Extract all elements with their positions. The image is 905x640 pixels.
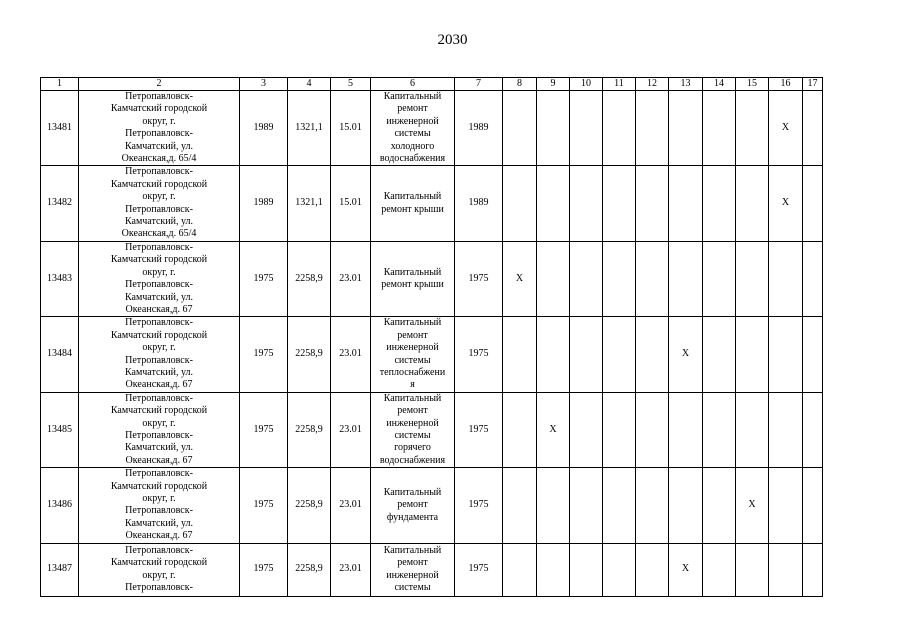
mark-cell	[636, 166, 669, 241]
column-header: 12	[636, 78, 669, 91]
mark-cell	[537, 468, 570, 543]
mark-cell	[769, 543, 803, 596]
mark-cell	[736, 166, 769, 241]
table-row	[41, 166, 823, 241]
area-cell: 2258,9	[288, 317, 331, 392]
mark-cell	[503, 91, 537, 166]
table-row	[41, 543, 823, 596]
year-built-cell: 1975	[240, 241, 288, 316]
mark-cell	[803, 166, 823, 241]
mark-cell	[769, 392, 803, 467]
mark-cell	[503, 543, 537, 596]
mark-cell	[669, 392, 703, 467]
record-id-cell: 13484	[41, 317, 79, 392]
year-cell: 1975	[455, 392, 503, 467]
mark-cell: X	[769, 166, 803, 241]
code-cell: 15.01	[331, 91, 371, 166]
mark-cell	[603, 166, 636, 241]
year-cell: 1975	[455, 317, 503, 392]
table-row	[41, 91, 823, 166]
area-cell: 2258,9	[288, 468, 331, 543]
mark-cell	[703, 317, 736, 392]
code-cell: 23.01	[331, 468, 371, 543]
mark-cell	[603, 392, 636, 467]
code-cell: 23.01	[331, 317, 371, 392]
repair-register-table	[40, 77, 823, 597]
mark-cell	[570, 241, 603, 316]
column-header: 10	[570, 78, 603, 91]
work-type-cell: Капитальный ремонт инженерной системы теплоснабжени я	[371, 317, 455, 392]
year-built-cell: 1975	[240, 392, 288, 467]
address-cell: Петропавловск- Камчатский городской округ, г. Петропавловск- Камчатский, ул. Океанская,д. 67	[79, 468, 240, 543]
column-header: 1	[41, 78, 79, 91]
mark-cell	[703, 241, 736, 316]
mark-cell	[636, 91, 669, 166]
mark-cell	[803, 241, 823, 316]
table-body	[41, 78, 823, 597]
mark-cell	[537, 317, 570, 392]
column-header: 3	[240, 78, 288, 91]
year-cell: 1975	[455, 468, 503, 543]
record-id-cell: 13486	[41, 468, 79, 543]
work-type-cell: Капитальный ремонт инженерной системы	[371, 543, 455, 596]
mark-cell	[570, 468, 603, 543]
mark-cell	[503, 166, 537, 241]
mark-cell	[703, 468, 736, 543]
table-row	[41, 392, 823, 467]
mark-cell	[537, 543, 570, 596]
work-type-cell: Капитальный ремонт фундамента	[371, 468, 455, 543]
year-built-cell: 1989	[240, 91, 288, 166]
mark-cell	[803, 91, 823, 166]
mark-cell	[636, 392, 669, 467]
mark-cell	[703, 392, 736, 467]
year-cell: 1975	[455, 241, 503, 316]
mark-cell	[669, 241, 703, 316]
area-cell: 1321,1	[288, 166, 331, 241]
column-number-header-row	[41, 78, 823, 91]
year-built-cell: 1975	[240, 468, 288, 543]
area-cell: 2258,9	[288, 392, 331, 467]
mark-cell	[803, 317, 823, 392]
mark-cell	[570, 543, 603, 596]
mark-cell	[669, 468, 703, 543]
mark-cell	[537, 166, 570, 241]
mark-cell	[736, 241, 769, 316]
mark-cell	[570, 166, 603, 241]
code-cell: 15.01	[331, 166, 371, 241]
record-id-cell: 13482	[41, 166, 79, 241]
work-type-cell: Капитальный ремонт инженерной системы холодного водоснабжения	[371, 91, 455, 166]
mark-cell: X	[537, 392, 570, 467]
mark-cell	[603, 543, 636, 596]
column-header: 7	[455, 78, 503, 91]
mark-cell	[803, 392, 823, 467]
year-built-cell: 1989	[240, 166, 288, 241]
record-id-cell: 13485	[41, 392, 79, 467]
mark-cell	[570, 91, 603, 166]
column-header: 8	[503, 78, 537, 91]
mark-cell	[603, 468, 636, 543]
mark-cell	[636, 468, 669, 543]
mark-cell	[736, 392, 769, 467]
record-id-cell: 13487	[41, 543, 79, 596]
column-header: 2	[79, 78, 240, 91]
mark-cell: X	[769, 91, 803, 166]
mark-cell	[769, 468, 803, 543]
column-header: 9	[537, 78, 570, 91]
work-type-cell: Капитальный ремонт крыши	[371, 166, 455, 241]
year-cell: 1989	[455, 91, 503, 166]
mark-cell	[603, 91, 636, 166]
work-type-cell: Капитальный ремонт крыши	[371, 241, 455, 316]
area-cell: 1321,1	[288, 91, 331, 166]
mark-cell: X	[669, 317, 703, 392]
column-header: 14	[703, 78, 736, 91]
table-row	[41, 468, 823, 543]
mark-cell	[736, 317, 769, 392]
address-cell: Петропавловск- Камчатский городской округ, г. Петропавловск- Камчатский, ул. Океанская,д. 67	[79, 317, 240, 392]
mark-cell	[570, 317, 603, 392]
code-cell: 23.01	[331, 392, 371, 467]
column-header: 15	[736, 78, 769, 91]
mark-cell	[636, 543, 669, 596]
mark-cell	[503, 392, 537, 467]
column-header: 4	[288, 78, 331, 91]
mark-cell	[669, 91, 703, 166]
record-id-cell: 13483	[41, 241, 79, 316]
column-header: 11	[603, 78, 636, 91]
mark-cell	[570, 392, 603, 467]
mark-cell	[537, 241, 570, 316]
page-number: 2030	[437, 32, 468, 48]
area-cell: 2258,9	[288, 543, 331, 596]
year-built-cell: 1975	[240, 543, 288, 596]
address-cell: Петропавловск- Камчатский городской округ, г. Петропавловск- Камчатский, ул. Океанская,д. 65/4	[79, 91, 240, 166]
mark-cell	[669, 166, 703, 241]
code-cell: 23.01	[331, 543, 371, 596]
address-cell: Петропавловск- Камчатский городской округ, г. Петропавловск- Камчатский, ул. Океанская,д. 67	[79, 392, 240, 467]
mark-cell	[503, 468, 537, 543]
mark-cell	[703, 166, 736, 241]
column-header: 16	[769, 78, 803, 91]
mark-cell	[736, 543, 769, 596]
area-cell: 2258,9	[288, 241, 331, 316]
mark-cell	[503, 317, 537, 392]
mark-cell	[636, 241, 669, 316]
year-cell: 1989	[455, 166, 503, 241]
work-type-cell: Капитальный ремонт инженерной системы горячего водоснабжения	[371, 392, 455, 467]
code-cell: 23.01	[331, 241, 371, 316]
address-cell: Петропавловск- Камчатский городской округ, г. Петропавловск- Камчатский, ул. Океанская,д. 65/4	[79, 166, 240, 241]
mark-cell	[703, 543, 736, 596]
address-cell: Петропавловск- Камчатский городской округ, г. Петропавловск-	[79, 543, 240, 596]
mark-cell: X	[503, 241, 537, 316]
year-built-cell: 1975	[240, 317, 288, 392]
column-header: 13	[669, 78, 703, 91]
mark-cell	[769, 317, 803, 392]
mark-cell	[769, 241, 803, 316]
column-header: 17	[803, 78, 823, 91]
mark-cell	[603, 241, 636, 316]
mark-cell	[703, 91, 736, 166]
mark-cell	[736, 91, 769, 166]
address-cell: Петропавловск- Камчатский городской округ, г. Петропавловск- Камчатский, ул. Океанская,д. 67	[79, 241, 240, 316]
table-row	[41, 241, 823, 316]
mark-cell	[803, 468, 823, 543]
table-row	[41, 317, 823, 392]
mark-cell	[636, 317, 669, 392]
column-header: 5	[331, 78, 371, 91]
mark-cell	[603, 317, 636, 392]
mark-cell	[803, 543, 823, 596]
mark-cell: X	[736, 468, 769, 543]
column-header: 6	[371, 78, 455, 91]
mark-cell: X	[669, 543, 703, 596]
mark-cell	[537, 91, 570, 166]
record-id-cell: 13481	[41, 91, 79, 166]
year-cell: 1975	[455, 543, 503, 596]
